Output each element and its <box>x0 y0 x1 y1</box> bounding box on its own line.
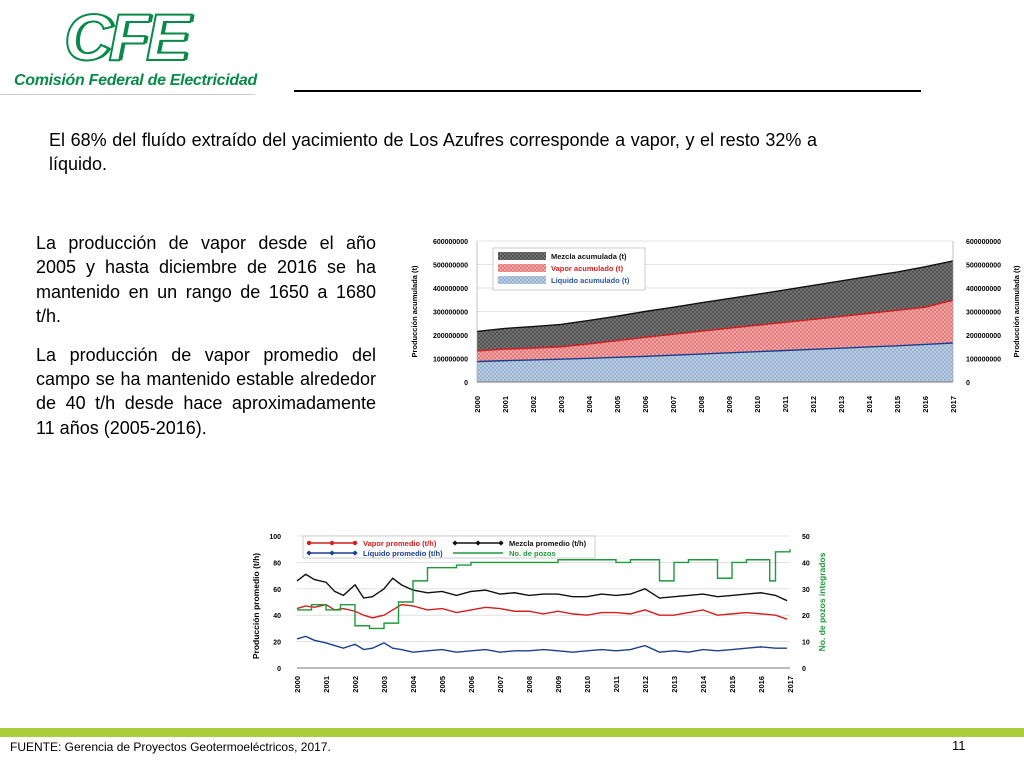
title-rule <box>294 90 921 92</box>
x-tick-label: 2003 <box>380 676 389 693</box>
y-tick-label: 100 <box>269 534 281 541</box>
legend-label: Vapor acumulado (t) <box>551 264 624 273</box>
y-tick-label: 60 <box>273 586 281 594</box>
x-tick-label: 2012 <box>809 396 818 413</box>
cfe-logo <box>0 0 255 96</box>
x-tick-label: 2015 <box>893 396 902 413</box>
legend-marker <box>307 541 311 545</box>
x-tick-label: 2007 <box>669 396 678 413</box>
x-tick-label: 2016 <box>921 396 930 413</box>
logo-mark: CFE <box>64 0 187 74</box>
y-tick-label-right: 300000000 <box>966 309 1002 317</box>
y-tick-label: 100000000 <box>432 356 468 364</box>
legend-swatch <box>498 252 546 260</box>
paragraph-vapor-average: La producción de vapor promedio del campo se ha mantenido estable alrededor de 40 t/h desde hace aproximadamente 11 años (2005-2016). <box>36 344 376 438</box>
x-tick-label: 2008 <box>697 396 706 413</box>
legend-label: Mezcla acumulada (t) <box>551 252 627 261</box>
legend-swatch <box>498 276 546 284</box>
series-line-0 <box>297 605 787 620</box>
legend <box>493 248 645 290</box>
y-tick-label-right: 50 <box>802 534 810 541</box>
body-text <box>36 231 376 454</box>
page-number: 11 <box>952 738 966 753</box>
y-tick-label-right: 200000000 <box>966 333 1002 340</box>
x-tick-label: 2014 <box>699 676 708 693</box>
y-axis-label: Producción promedio (t/h) <box>251 552 261 660</box>
x-tick-label: 2015 <box>728 676 737 693</box>
average-production-svg <box>245 525 845 705</box>
x-tick-label: 2001 <box>322 676 331 693</box>
x-tick-label: 2012 <box>641 676 650 693</box>
legend-label: Mezcla promedio (t/h) <box>509 539 587 548</box>
series-line-1 <box>297 636 787 652</box>
x-tick-label: 2002 <box>529 396 538 413</box>
x-tick-label: 2000 <box>293 676 302 693</box>
x-tick-label: 2010 <box>753 396 762 413</box>
legend-label: Vapor promedio (t/h) <box>363 539 437 548</box>
y-tick-label-right: 10 <box>802 639 810 647</box>
x-tick-label: 2017 <box>786 676 795 693</box>
y-tick-label: 0 <box>464 380 468 387</box>
y-tick-label: 400000000 <box>432 286 468 293</box>
x-tick-label: 2011 <box>781 396 790 413</box>
y-tick-label: 600000000 <box>432 239 468 246</box>
footer-band <box>0 728 1024 737</box>
x-tick-label: 2001 <box>501 396 510 413</box>
y-tick-label: 0 <box>277 666 281 673</box>
y-axis-label-right: No. de pozos integrados <box>817 552 827 652</box>
x-tick-label: 2013 <box>670 676 679 693</box>
x-tick-label: 2004 <box>409 676 418 693</box>
y-tick-label: 40 <box>273 613 281 621</box>
y-tick-label: 20 <box>273 639 281 647</box>
x-tick-label: 2016 <box>757 676 766 693</box>
x-tick-label: 2009 <box>554 676 563 693</box>
x-tick-label: 2013 <box>837 396 846 413</box>
average-production-chart <box>245 525 845 705</box>
footer-source: FUENTE: Gerencia de Proyectos Geotermoeléctricos, 2017. <box>10 740 331 754</box>
legend-label: No. de pozos <box>509 549 556 558</box>
legend <box>303 536 595 558</box>
y-tick-label: 300000000 <box>432 309 468 317</box>
x-tick-label: 2014 <box>865 396 874 413</box>
cumulative-production-svg <box>405 226 1024 426</box>
cumulative-production-chart <box>405 226 1024 426</box>
paragraph-vapor-range: La producción de vapor desde el año 2005 y hasta diciembre de 2016 se ha mantenido en un rango de 1650 a 1680 t/h. <box>36 233 376 327</box>
y-axis-label-right: Producción acumulada (t) <box>1012 265 1021 358</box>
y-tick-label-right: 40 <box>802 560 810 568</box>
x-tick-label: 2017 <box>949 396 958 413</box>
series-line-2 <box>297 574 787 600</box>
y-tick-label-right: 0 <box>966 380 970 387</box>
x-tick-label: 2005 <box>438 676 447 693</box>
x-tick-label: 2000 <box>473 396 482 413</box>
y-tick-label: 200000000 <box>432 333 468 340</box>
legend-swatch <box>498 264 546 272</box>
y-tick-label-right: 400000000 <box>966 286 1002 293</box>
logo-divider <box>0 94 255 95</box>
legend-label: Líquido promedio (t/h) <box>363 549 443 558</box>
legend-marker <box>353 541 357 545</box>
x-tick-label: 2006 <box>467 676 476 693</box>
intro-text: El 68% del fluído extraído del yacimiento de Los Azufres corresponde a vapor, y el resto 32% a líquido. <box>49 130 817 174</box>
y-tick-label-right: 500000000 <box>966 262 1002 270</box>
logo-name: Comisión Federal de Electricidad <box>14 72 257 89</box>
legend-marker <box>330 541 334 545</box>
y-tick-label-right: 0 <box>802 666 806 673</box>
x-tick-label: 2008 <box>525 676 534 693</box>
x-tick-label: 2007 <box>496 676 505 693</box>
legend-label: Líquido acumulado (t) <box>551 276 630 285</box>
x-tick-label: 2005 <box>613 396 622 413</box>
y-tick-label: 500000000 <box>432 262 468 270</box>
x-tick-label: 2010 <box>583 676 592 693</box>
x-tick-label: 2003 <box>557 396 566 413</box>
y-tick-label-right: 600000000 <box>966 239 1002 246</box>
y-tick-label: 80 <box>273 560 281 568</box>
y-axis-label: Producción acumulada (t) <box>410 265 419 358</box>
x-tick-label: 2006 <box>641 396 650 413</box>
y-tick-label-right: 100000000 <box>966 356 1002 364</box>
x-tick-label: 2002 <box>351 676 360 693</box>
x-tick-label: 2009 <box>725 396 734 413</box>
y-tick-label-right: 20 <box>802 613 810 621</box>
y-tick-label-right: 30 <box>802 586 810 594</box>
x-tick-label: 2004 <box>585 396 594 413</box>
x-tick-label: 2011 <box>612 676 621 693</box>
